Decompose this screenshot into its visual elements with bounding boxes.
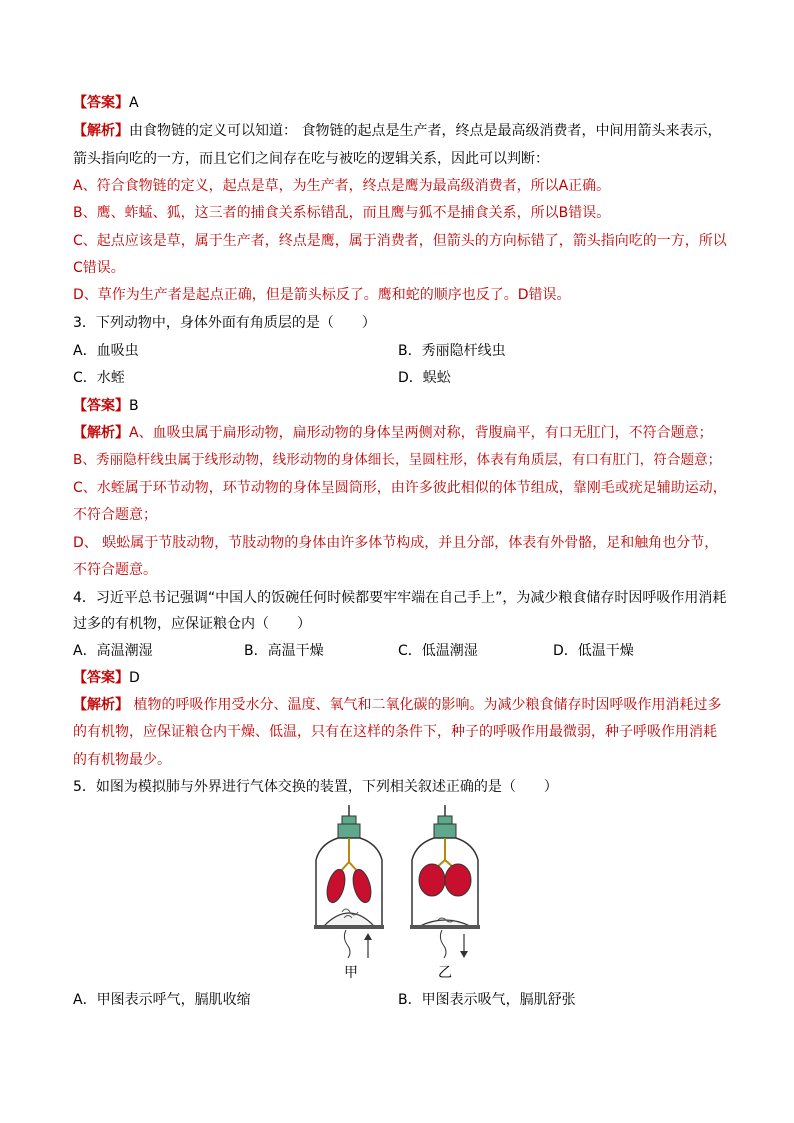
figure-label-yi: 乙 [438, 965, 452, 981]
q4-stem-line-1: 4．习近平总书记强调“中国人的饭碗任何时候都要牢牢端在自己手上”，为减少粮食储存时因呼吸作用消耗 [73, 590, 727, 606]
answer-value: D [129, 670, 140, 686]
left-lung-yi [419, 864, 445, 896]
q2-answer [73, 93, 139, 113]
q3-analysis-line-4: 不符合题意； [73, 507, 157, 523]
q2-analysis-line-5: C、起点应该是草，属于生产者，终点是鹰，属于消费者，但箭头的方向标错了，箭头指向吃的一方，所以 [73, 233, 727, 249]
q3-analysis-line-6: 不符合题意。 [73, 562, 157, 578]
analysis-tag: 【解析】 [73, 697, 129, 713]
q4-option-c: C．低温潮湿 [398, 643, 478, 659]
q3-analysis-line-2: B、秀丽隐杆线虫属于线形动物，线形动物的身体细长，呈圆柱形，体表有角质层，有口有肛门，符合题意； [73, 452, 722, 468]
q4-stem-line-2: 过多的有机物，应保证粮仓内（ ） [73, 616, 311, 632]
q3-stem: 3．下列动物中，身体外面有角质层的是（ ） [73, 315, 376, 331]
q3-option-a: A．血吸虫 [73, 343, 139, 359]
answer-tag: 【答案】 [73, 670, 129, 686]
q3-option-b: B．秀丽隐杆线虫 [398, 343, 506, 359]
q4-option-d: D．低温干燥 [553, 643, 634, 659]
q4-analysis-line-1 [73, 695, 721, 715]
q2-analysis-line-6: C错误。 [73, 260, 125, 276]
q4-analysis-line-3: 的有机物最少。 [73, 752, 171, 768]
right-lung-yi [445, 864, 471, 896]
analysis-text: 植物的呼吸作用受水分、温度、氧气和二氧化碳的影响。为减少粮食储存时因呼吸作用消耗过多 [129, 697, 722, 713]
q3-option-d: D．蜈蚣 [398, 370, 451, 386]
answer-value: B [129, 398, 139, 414]
answer-tag: 【答案】 [73, 398, 129, 414]
q2-analysis-line-1 [73, 121, 721, 141]
answer-value: A [129, 95, 139, 111]
analysis-text: A、血吸虫属于扁形动物，扁形动物的身体呈两侧对称，背腹扁平，有口无肛门，不符合题意； [129, 425, 713, 441]
q2-analysis-line-3: A、符合食物链的定义，起点是草，为生产者，终点是鹰为最高级消费者，所以A正确。 [73, 178, 611, 194]
analysis-text: 由食物链的定义可以知道： 食物链的起点是生产者，终点是最高级消费者，中间用箭头来表示， [129, 123, 722, 139]
q3-analysis-line-3: C、水蛭属于环节动物，环节动物的身体呈圆筒形，由许多彼此相似的体节组成，靠刚毛或疣足辅助运动， [73, 480, 727, 496]
q2-analysis-line-2: 箭头指向吃的一方，而且它们之间存在吃与被吃的逻辑关系，因此可以判断： [73, 151, 549, 167]
q3-analysis-line-1 [73, 423, 713, 443]
answer-tag: 【答案】 [73, 95, 129, 111]
lung-model-figure [300, 800, 510, 970]
q4-option-b: B．高温干燥 [244, 643, 324, 659]
q4-analysis-line-2: 的有机物，应保证粮仓内干燥、低温，只有在这样的条件下，种子的呼吸作用最微弱，种子呼吸作用消耗 [73, 724, 717, 740]
q5-option-a: A．甲图表示呼气，膈肌收缩 [73, 992, 251, 1008]
q2-analysis-line-7: D、草作为生产者是起点正确，但是箭头标反了。鹰和蛇的顺序也反了。D错误。 [73, 287, 571, 303]
jar-jia [314, 805, 384, 958]
jar-yi [410, 805, 480, 958]
analysis-tag: 【解析】 [73, 425, 129, 441]
figure-label-jia: 甲 [344, 965, 358, 981]
q2-analysis-line-4: B、鹰、蚱蜢、狐，这三者的捕食关系标错乱，而且鹰与狐不是捕食关系，所以B错误。 [73, 205, 611, 221]
q5-stem: 5．如图为模拟肺与外界进行气体交换的装置，下列相关叙述正确的是（ ） [73, 779, 558, 795]
q4-option-a: A．高温潮湿 [73, 643, 153, 659]
q3-analysis-line-5: D、 蜈蚣属于节肢动物，节肢动物的身体由许多体节构成，并且分部，体表有外骨骼，足和触角也分节， [73, 535, 719, 551]
q3-answer [73, 396, 139, 416]
q3-option-c: C．水蛭 [73, 370, 125, 386]
q4-answer [73, 668, 140, 688]
q5-option-b: B．甲图表示吸气，膈肌舒张 [398, 992, 576, 1008]
analysis-tag: 【解析】 [73, 123, 129, 139]
